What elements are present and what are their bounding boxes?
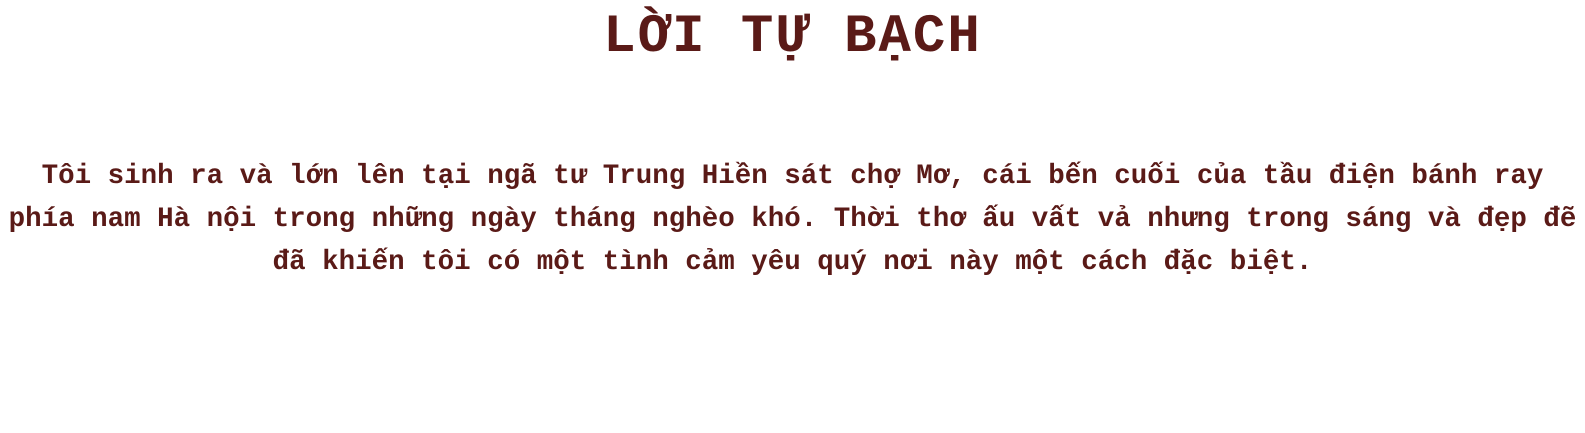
intro-paragraph: Tôi sinh ra và lớn lên tại ngã tư Trung Hiền sát chợ Mơ, cái bến cuối của tầu điện bánh ray phía nam Hà nội trong những ngày tháng nghèo khó. Thời thơ ấu vất vả nhưng trong sáng và đẹp đẽ đã khiến tôi có một tình cảm yêu quý nơi này một cách đặc biệt. — [8, 161, 1577, 278]
page-title: LỜI TỰ BẠCH — [603, 7, 982, 68]
